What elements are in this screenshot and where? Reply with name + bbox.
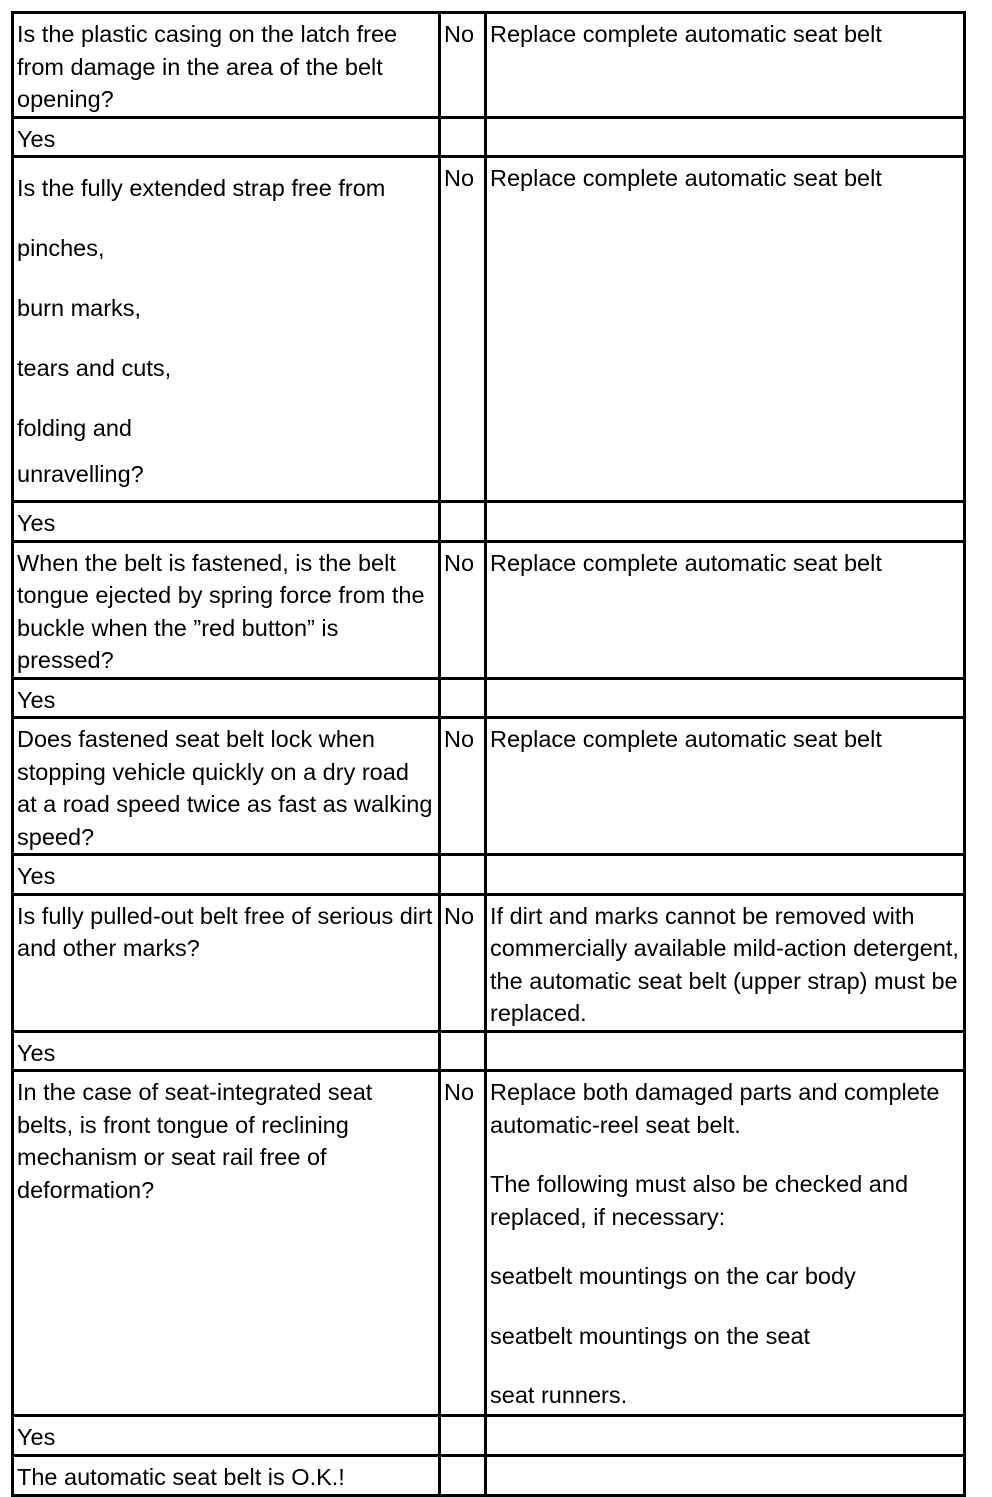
question-line: tears and cuts,	[17, 355, 172, 381]
empty-cell	[486, 1031, 965, 1071]
action-cell: If dirt and marks cannot be removed with commercially available mild-action detergent, the automatic seat belt (upper strap) must be replaced.	[486, 894, 965, 1031]
answer-no-cell: No	[440, 718, 486, 855]
empty-cell	[440, 1455, 486, 1495]
action-cell: Replace complete automatic seat belt	[486, 718, 965, 855]
answer-no-cell: No	[440, 157, 486, 502]
empty-cell	[440, 855, 486, 895]
yes-cell: Yes	[13, 1416, 440, 1456]
table-row	[13, 1416, 965, 1456]
question-line: Is the fully extended strap free from	[17, 175, 386, 201]
empty-cell	[486, 855, 965, 895]
table-row	[13, 541, 965, 678]
seat-belt-checklist-table	[11, 11, 966, 1497]
table-row	[13, 157, 965, 502]
question-cell: Is the plastic casing on the latch free from damage in the area of the belt opening?	[13, 13, 440, 118]
action-line: Replace both damaged parts and complete automatic-reel seat belt.	[490, 1079, 940, 1138]
question-line: pinches,	[17, 235, 105, 261]
question-cell: Is fully pulled-out belt free of serious dirt and other marks?	[13, 894, 440, 1031]
yes-cell: Yes	[13, 117, 440, 157]
answer-no-cell: No	[440, 541, 486, 678]
question-cell: When the belt is fastened, is the belt tongue ejected by spring force from the buckle when the ”red button” is pressed?	[13, 541, 440, 678]
table-row	[13, 13, 965, 118]
empty-cell	[440, 678, 486, 718]
empty-cell	[440, 117, 486, 157]
action-cell: Replace complete automatic seat belt	[486, 541, 965, 678]
empty-cell	[486, 678, 965, 718]
action-line: The following must also be checked and replaced, if necessary:	[490, 1171, 909, 1230]
answer-no-cell: No	[440, 13, 486, 118]
final-status-cell: The automatic seat belt is O.K.!	[13, 1455, 440, 1495]
answer-no-cell: No	[440, 894, 486, 1031]
answer-no-cell: No	[440, 1071, 486, 1416]
yes-cell: Yes	[13, 502, 440, 542]
action-cell: Replace complete automatic seat belt	[486, 13, 965, 118]
table-row	[13, 1071, 965, 1416]
table-row	[13, 502, 965, 542]
empty-cell	[440, 1031, 486, 1071]
table-row	[13, 1455, 965, 1495]
question-cell	[13, 157, 440, 502]
action-line: seatbelt mountings on the car body	[490, 1263, 856, 1289]
table-row	[13, 855, 965, 895]
empty-cell	[486, 1416, 965, 1456]
action-line: seat runners.	[490, 1382, 628, 1408]
empty-cell	[486, 502, 965, 542]
yes-cell: Yes	[13, 678, 440, 718]
empty-cell	[486, 1455, 965, 1495]
question-cell: Does fastened seat belt lock when stopping vehicle quickly on a dry road at a road speed twice as fast as walking speed?	[13, 718, 440, 855]
table-row	[13, 894, 965, 1031]
action-line: seatbelt mountings on the seat	[490, 1322, 811, 1349]
empty-cell	[486, 117, 965, 157]
action-cell	[486, 1071, 965, 1416]
action-cell: Replace complete automatic seat belt	[486, 157, 965, 502]
table-row	[13, 718, 965, 855]
table-row	[13, 1031, 965, 1071]
question-line: burn marks,	[17, 295, 142, 321]
empty-cell	[440, 502, 486, 542]
yes-cell: Yes	[13, 855, 440, 895]
table-row	[13, 678, 965, 718]
empty-cell	[440, 1416, 486, 1456]
table-row	[13, 117, 965, 157]
question-line: unravelling?	[17, 461, 144, 487]
question-line: folding and	[17, 415, 132, 441]
question-cell: In the case of seat-integrated seat belts, is front tongue of reclining mechanism or seat rail free of deformation?	[13, 1071, 440, 1416]
yes-cell: Yes	[13, 1031, 440, 1071]
